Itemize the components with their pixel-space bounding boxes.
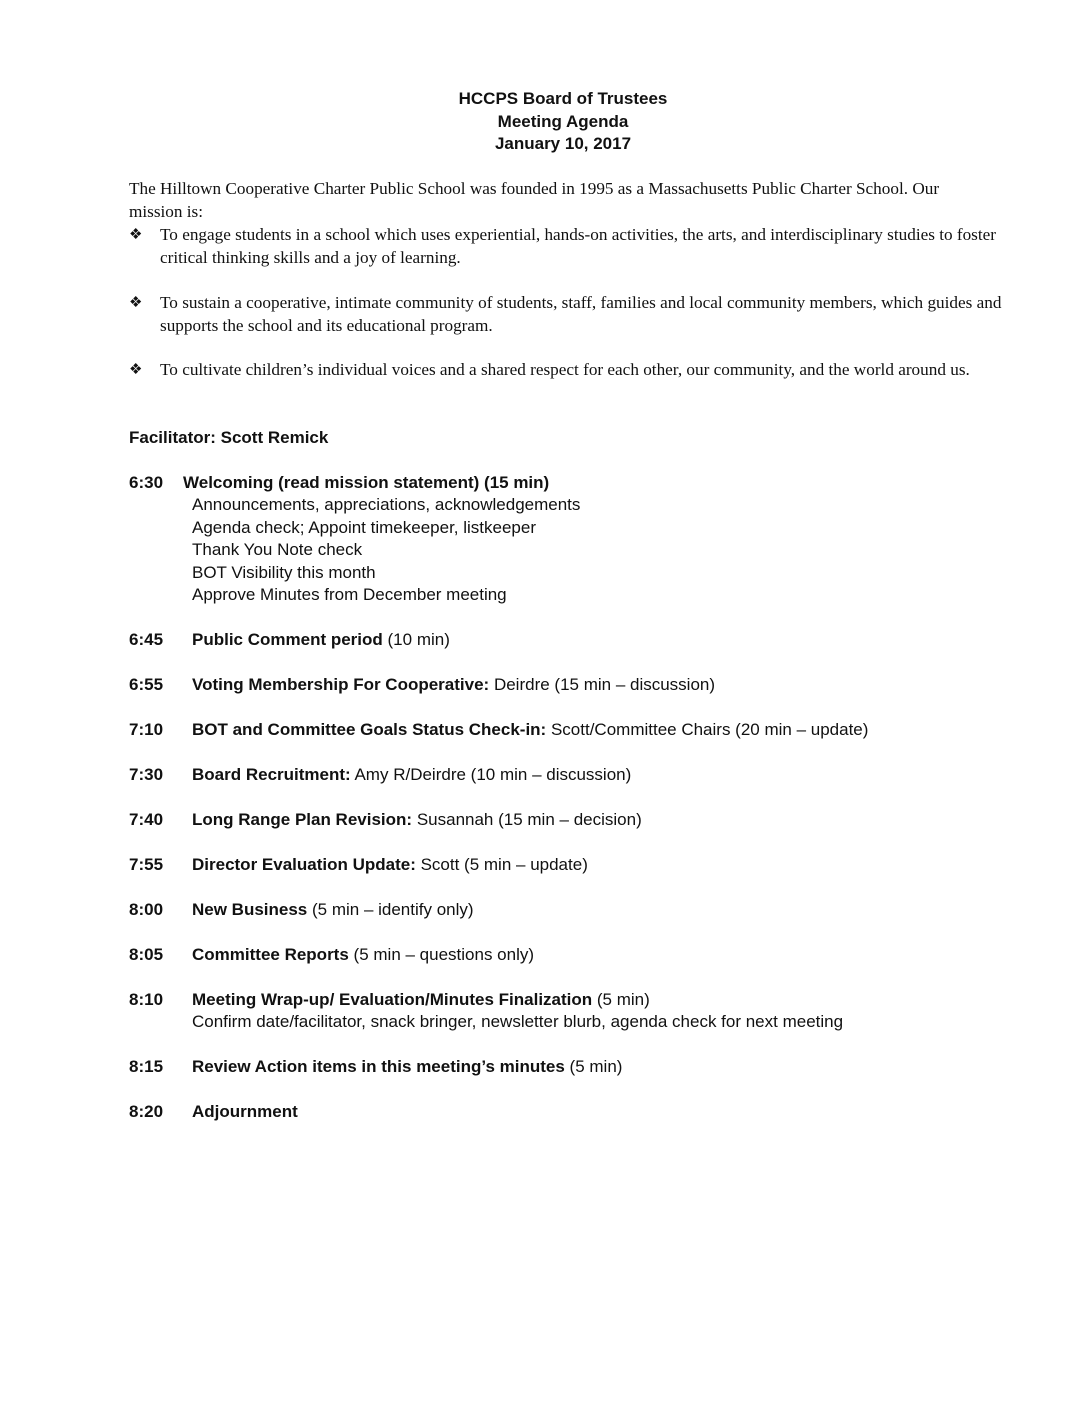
agenda-title: Welcoming (read mission statement) (15 min) [183, 473, 550, 492]
agenda-title: Voting Membership For Cooperative: [192, 675, 490, 694]
agenda-time: 6:55 [129, 675, 164, 694]
agenda-title: Long Range Plan Revision: [192, 810, 413, 829]
agenda-time: 8:20 [129, 1102, 164, 1121]
agenda-title: Review Action items in this meeting’s minutes [192, 1057, 565, 1076]
agenda-time: 7:40 [129, 810, 164, 829]
agenda-title: New Business [192, 900, 308, 919]
agenda-time: 8:10 [129, 990, 164, 1009]
agenda-title: Director Evaluation Update: [192, 855, 416, 874]
agenda-time: 8:15 [129, 1057, 164, 1076]
agenda-detail: (5 min – identify only) [307, 900, 474, 919]
agenda-detail: (10 min) [382, 630, 450, 649]
agenda-title: Public Comment period [192, 630, 383, 649]
diamond-bullet-icon: ❖ [129, 227, 143, 243]
mission-text: To cultivate children’s individual voices and a shared respect for each other, our community, and the world around us. [160, 360, 970, 379]
agenda-note: Confirm date/facilitator, snack bringer, newsletter blurb, agenda check for next meeting [192, 1012, 844, 1031]
header-title: HCCPS Board of Trustees [458, 89, 668, 108]
mission-text: To sustain a cooperative, intimate community of students, staff, families and local community members, which guides and supports the school and its educational program. [160, 293, 1002, 335]
agenda-time: 7:55 [129, 855, 164, 874]
agenda-title: Board Recruitment: [192, 765, 351, 784]
agenda-detail: Deirdre (15 min – discussion) [489, 675, 716, 694]
agenda-title: Committee Reports [192, 945, 349, 964]
mission-bullet [129, 359, 1009, 382]
agenda-title: Meeting Wrap-up/ Evaluation/Minutes Finalization [192, 990, 593, 1009]
agenda-subitem: Thank You Note check [192, 540, 363, 559]
mission-bullet [129, 224, 1009, 269]
agenda-detail: (5 min – questions only) [348, 945, 535, 964]
header-date: January 10, 2017 [494, 134, 632, 153]
mission-text: To engage students in a school which uses experiential, hands-on activities, the arts, and interdisciplinary studies to foster critical thinking skills and a joy of learning. [160, 225, 997, 267]
header-subtitle: Meeting Agenda [497, 111, 629, 131]
agenda-time: 6:45 [129, 630, 164, 649]
agenda-detail: (5 min) [592, 990, 650, 1009]
diamond-bullet-icon: ❖ [129, 362, 143, 378]
agenda-subitem: Approve Minutes from December meeting [192, 585, 507, 604]
agenda-subitem: BOT Visibility this month [192, 563, 376, 582]
intro-paragraph: The Hilltown Cooperative Charter Public School was founded in 1995 as a Massachusetts Public Charter School. Our mission is: [129, 179, 940, 221]
agenda-time: 7:30 [129, 765, 164, 784]
agenda-subitem: Announcements, appreciations, acknowledgements [192, 495, 581, 514]
agenda-detail: Scott/Committee Chairs (20 min – update) [546, 720, 869, 739]
agenda-title: Adjournment [192, 1102, 298, 1121]
facilitator: Facilitator: Scott Remick [129, 428, 329, 447]
agenda-time: 8:00 [129, 900, 164, 919]
mission-bullet [129, 292, 1009, 337]
agenda-time: 6:30 [129, 473, 164, 492]
agenda-subitem: Agenda check; Appoint timekeeper, listkeeper [192, 518, 536, 537]
agenda-title: BOT and Committee Goals Status Check-in: [192, 720, 547, 739]
document-header [0, 88, 1088, 156]
diamond-bullet-icon: ❖ [129, 295, 143, 311]
agenda-time: 7:10 [129, 720, 164, 739]
agenda-detail: (5 min) [564, 1057, 623, 1076]
agenda-detail: Amy R/Deirdre (10 min – discussion) [350, 765, 632, 784]
agenda-detail: Scott (5 min – update) [415, 855, 588, 874]
agenda-time: 8:05 [129, 945, 164, 964]
agenda-detail: Susannah (15 min – decision) [412, 810, 642, 829]
